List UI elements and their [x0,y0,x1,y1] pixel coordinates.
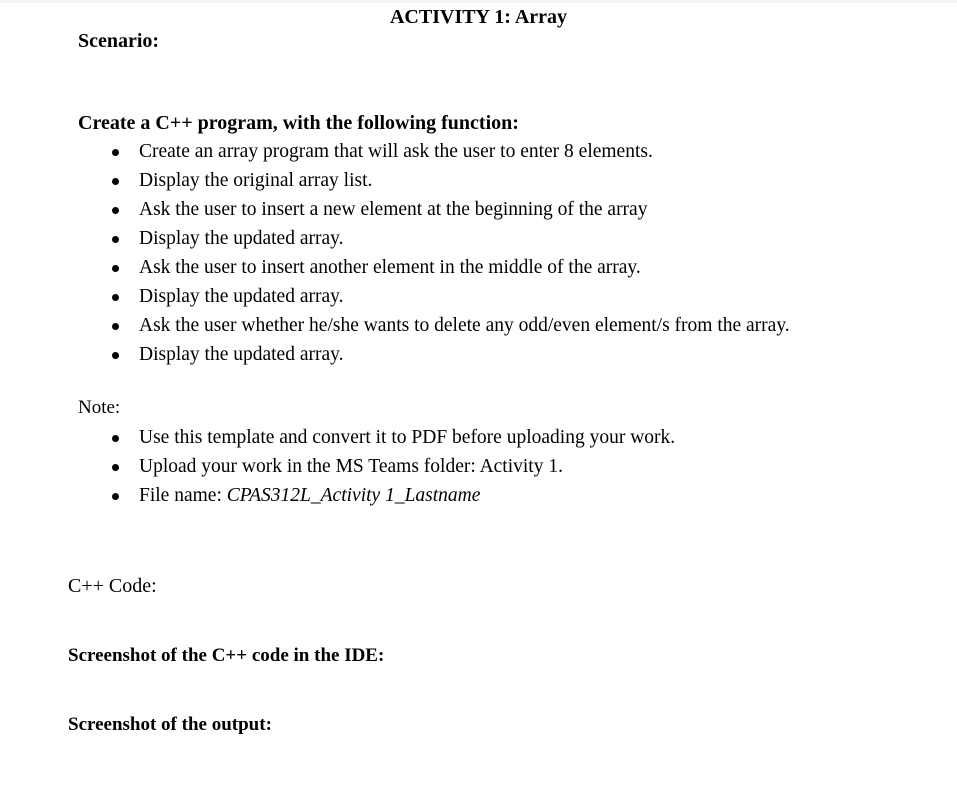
page-title: ACTIVITY 1: Array [389,6,568,28]
list-item-text: Ask the user to insert another element in the middle of the array. [139,257,641,278]
bullet-icon [112,236,119,243]
list-item-text: Ask the user whether he/she wants to delete any odd/even element/s from the array. [139,315,790,336]
list-item-text: Create an array program that will ask the user to enter 8 elements. [139,141,653,162]
output-screenshot-label: Screenshot of the output: [68,714,272,735]
filename-value: CPAS312L_Activity 1_Lastname [226,485,481,506]
note-label: Note: [78,397,121,418]
page-top-edge [0,0,957,3]
bullet-icon [112,149,119,156]
list-item-text: Display the updated array. [139,228,344,249]
list-item-text [139,484,480,508]
bullet-icon [112,323,119,330]
bullet-icon [112,294,119,301]
bullet-icon [112,178,119,185]
bullet-icon [112,265,119,272]
list-item-text: Upload your work in the MS Teams folder: Activity 1. [139,456,563,477]
bullet-icon [112,464,119,471]
bullet-icon [112,207,119,214]
filename-prefix: File name: [139,485,227,506]
ide-screenshot-label: Screenshot of the C++ code in the IDE: [68,645,385,666]
list-item-text: Ask the user to insert a new element at the beginning of the array [139,199,648,220]
code-label: C++ Code: [68,575,157,597]
bullet-icon [112,435,119,442]
task-heading: Create a C++ program, with the following function: [78,112,519,134]
list-item-text: Display the updated array. [139,344,344,365]
bullet-icon [112,493,119,500]
list-item-text: Use this template and convert it to PDF before uploading your work. [139,427,676,448]
list-item-text: Display the original array list. [139,170,373,191]
list-item-text: Display the updated array. [139,286,344,307]
bullet-icon [112,352,119,359]
scenario-label: Scenario: [78,30,160,52]
